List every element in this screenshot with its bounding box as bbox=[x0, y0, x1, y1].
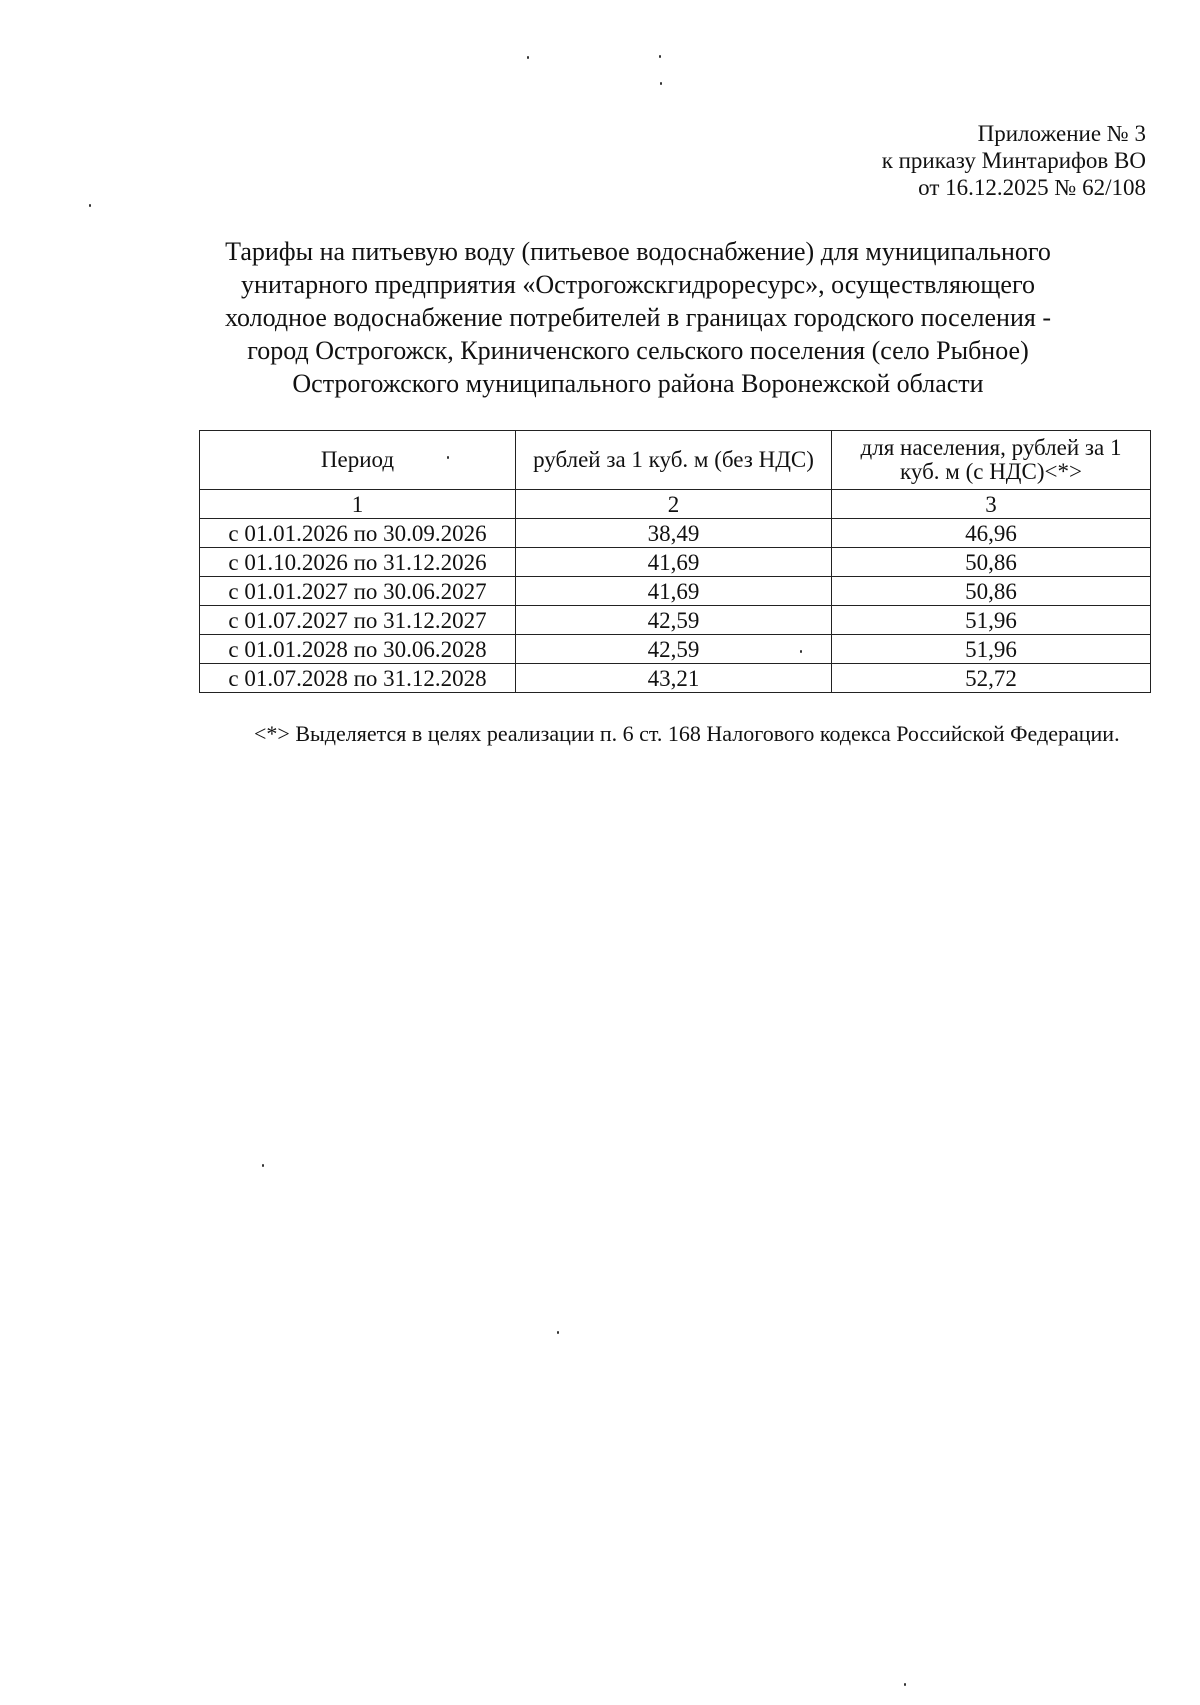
price-no-vat-cell: 41,69 bbox=[516, 548, 832, 577]
annex-order: к приказу Минтарифов ВО bbox=[881, 148, 1146, 173]
table-row bbox=[200, 635, 1151, 664]
scan-speck bbox=[557, 1331, 559, 1334]
title-line: город Острогожск, Криниченского сельского поселения (село Рыбное) bbox=[247, 336, 1029, 365]
period-cell: с 01.10.2026 по 31.12.2026 bbox=[200, 548, 516, 577]
period-cell: с 01.01.2028 по 30.06.2028 bbox=[200, 635, 516, 664]
title-line: Острогожского муниципального района Воронежской области bbox=[292, 369, 984, 398]
period-cell: с 01.01.2027 по 30.06.2027 bbox=[200, 577, 516, 606]
price-no-vat-cell: 43,21 bbox=[516, 664, 832, 693]
column-number-row bbox=[200, 490, 1151, 519]
price-with-vat-cell: 52,72 bbox=[832, 664, 1151, 693]
scan-speck bbox=[660, 82, 662, 85]
table-header-row bbox=[200, 431, 1151, 490]
period-cell: с 01.07.2027 по 31.12.2027 bbox=[200, 606, 516, 635]
document-title bbox=[180, 235, 1096, 400]
table-row bbox=[200, 606, 1151, 635]
price-no-vat-cell: 42,59 bbox=[516, 635, 832, 664]
price-no-vat-cell: 42,59 bbox=[516, 606, 832, 635]
scan-speck bbox=[262, 1164, 264, 1167]
scan-speck bbox=[659, 55, 661, 58]
column-number: 2 bbox=[516, 490, 832, 519]
price-no-vat-cell: 38,49 bbox=[516, 519, 832, 548]
price-with-vat-cell: 51,96 bbox=[832, 606, 1151, 635]
period-cell: с 01.01.2026 по 30.09.2026 bbox=[200, 519, 516, 548]
scan-speck bbox=[89, 204, 91, 207]
price-with-vat-cell: 50,86 bbox=[832, 548, 1151, 577]
header-period: Период bbox=[200, 431, 516, 490]
title-line: унитарного предприятия «Острогожскгидроресурс», осуществляющего bbox=[241, 270, 1035, 299]
scan-speck bbox=[527, 56, 529, 59]
header-price-no-vat: рублей за 1 куб. м (без НДС) bbox=[516, 431, 832, 490]
annex-number: Приложение № 3 bbox=[977, 121, 1146, 146]
table-row bbox=[200, 577, 1151, 606]
scan-speck bbox=[904, 1683, 906, 1686]
price-no-vat-cell: 41,69 bbox=[516, 577, 832, 606]
price-with-vat-cell: 46,96 bbox=[832, 519, 1151, 548]
scan-speck bbox=[800, 650, 802, 653]
column-number: 1 bbox=[200, 490, 516, 519]
price-with-vat-cell: 51,96 bbox=[832, 635, 1151, 664]
table-row bbox=[200, 519, 1151, 548]
table-row bbox=[200, 664, 1151, 693]
footnote: <*> Выделяется в целях реализации п. 6 ст. 168 Налогового кодекса Российской Федерации. bbox=[254, 721, 1120, 746]
title-line: Тарифы на питьевую воду (питьевое водоснабжение) для муниципального bbox=[225, 237, 1051, 266]
price-with-vat-cell: 50,86 bbox=[832, 577, 1151, 606]
table-row bbox=[200, 548, 1151, 577]
tariff-table bbox=[199, 430, 1151, 693]
column-number: 3 bbox=[832, 490, 1151, 519]
title-line: холодное водоснабжение потребителей в границах городского поселения - bbox=[224, 303, 1052, 332]
scan-speck bbox=[447, 456, 449, 459]
period-cell: с 01.07.2028 по 31.12.2028 bbox=[200, 664, 516, 693]
annex-reference bbox=[882, 120, 1146, 201]
annex-date: от 16.12.2025 № 62/108 bbox=[918, 175, 1146, 200]
header-price-with-vat: для населения, рублей за 1 куб. м (с НДС)<*> bbox=[832, 431, 1151, 490]
